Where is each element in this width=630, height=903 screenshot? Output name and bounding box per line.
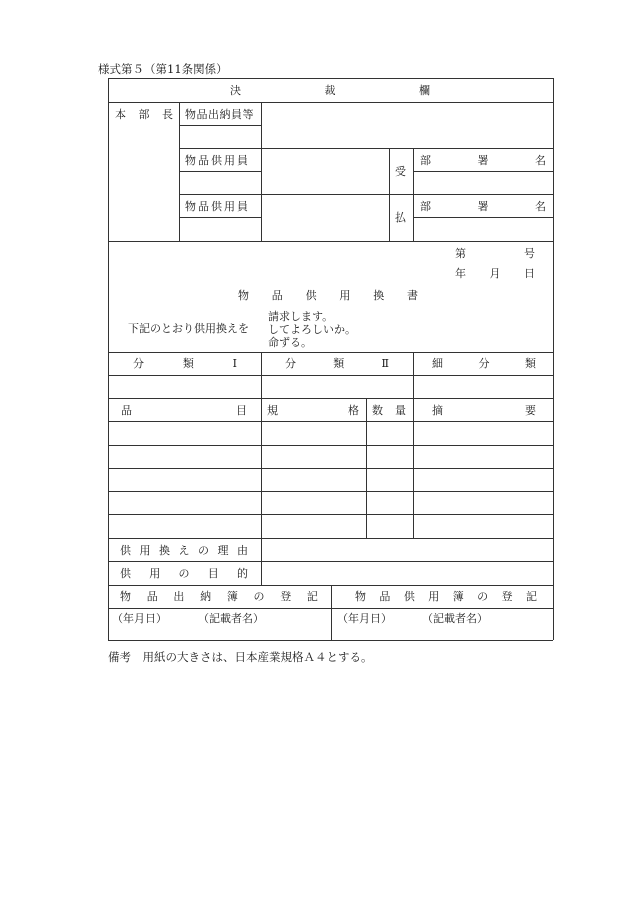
honbucho-label: 本 部 長 <box>115 108 173 121</box>
suitoubo-header: 物 品 出 納 簿 の 登 記 <box>120 590 318 603</box>
decision-row-divider-1 <box>179 148 553 149</box>
receive-left <box>389 148 390 241</box>
busho1-divider <box>413 171 553 172</box>
footer-note: 備考 用紙の大きさは、日本産業規格Ａ４とする。 <box>108 650 373 664</box>
document-title: 物 品 供 用 換 書 <box>238 289 418 302</box>
items-bottom <box>108 538 553 539</box>
suitouin-divider <box>179 125 261 126</box>
suryo-header: 数 量 <box>372 404 406 417</box>
receive-right <box>413 148 414 241</box>
document-date: 年 月 日 <box>455 267 535 280</box>
classification-top <box>108 352 553 353</box>
reason-label: 供 用 換 え の 理 由 <box>120 544 248 557</box>
pay-label: 払 <box>395 211 406 224</box>
document-number: 第 号 <box>455 247 535 260</box>
body-option-approve: してよろしいか。 <box>268 323 356 336</box>
items-row-2 <box>108 468 553 469</box>
column-divider-1 <box>261 352 262 585</box>
items-header-divider <box>108 421 553 422</box>
frame-left <box>108 78 109 640</box>
decision-title-divider <box>108 102 553 103</box>
kyoyoin-label-1: 物品供用員 <box>185 154 250 167</box>
tekiyo-header: 摘 要 <box>432 404 536 417</box>
subclass-header: 細 分 類 <box>432 357 536 370</box>
honbucho-divider <box>179 102 180 241</box>
ledger-date-label-2: （年月日） <box>337 612 392 625</box>
frame-top <box>108 78 553 79</box>
busho-label-1: 部 署 名 <box>420 154 546 167</box>
column-divider-2-class <box>413 352 414 398</box>
classification-bottom <box>108 398 553 399</box>
form-label: 様式第５（第11条関係） <box>98 62 228 76</box>
reason-divider <box>108 561 553 562</box>
column-divider-kikaku <box>366 398 367 538</box>
decision-bottom <box>108 241 553 242</box>
decision-row-divider-2 <box>179 194 553 195</box>
class2-header: 分 類 Ⅱ <box>285 357 389 370</box>
frame-bottom <box>108 640 553 641</box>
kyoyoin2-divider <box>179 217 261 218</box>
busho2-divider <box>413 217 553 218</box>
kikaku-header: 規 格 <box>267 404 359 417</box>
items-row-1 <box>108 445 553 446</box>
suitouin-label: 物品出納員等 <box>185 108 254 121</box>
decision-title: 決 裁 欄 <box>230 84 430 97</box>
kyoyoin1-divider <box>179 171 261 172</box>
ledger-date-label-1: （年月日） <box>112 612 167 625</box>
body-option-order: 命ずる。 <box>268 336 312 349</box>
frame-right <box>553 78 554 640</box>
body-option-request: 請求します。 <box>268 310 334 323</box>
ledger-recorder-label-2: （記載者名） <box>422 612 488 625</box>
staff-divider <box>261 102 262 241</box>
busho-label-2: 部 署 名 <box>420 200 546 213</box>
classification-header-divider <box>108 375 553 376</box>
kyoyobo-header: 物 品 供 用 簿 の 登 記 <box>355 590 537 603</box>
column-divider-suryo <box>413 398 414 538</box>
receive-label: 受 <box>395 165 406 178</box>
class1-header: 分 類 Ⅰ <box>133 357 237 370</box>
items-row-4 <box>108 514 553 515</box>
body-lead: 下記のとおり供用換えを <box>128 322 249 335</box>
items-row-3 <box>108 491 553 492</box>
hinmoku-header: 品 目 <box>121 404 247 417</box>
ledger-divider <box>331 585 332 640</box>
purpose-label: 供 用 の 目 的 <box>120 567 248 580</box>
ledger-recorder-label-1: （記載者名） <box>198 612 264 625</box>
kyoyoin-label-2: 物品供用員 <box>185 200 250 213</box>
